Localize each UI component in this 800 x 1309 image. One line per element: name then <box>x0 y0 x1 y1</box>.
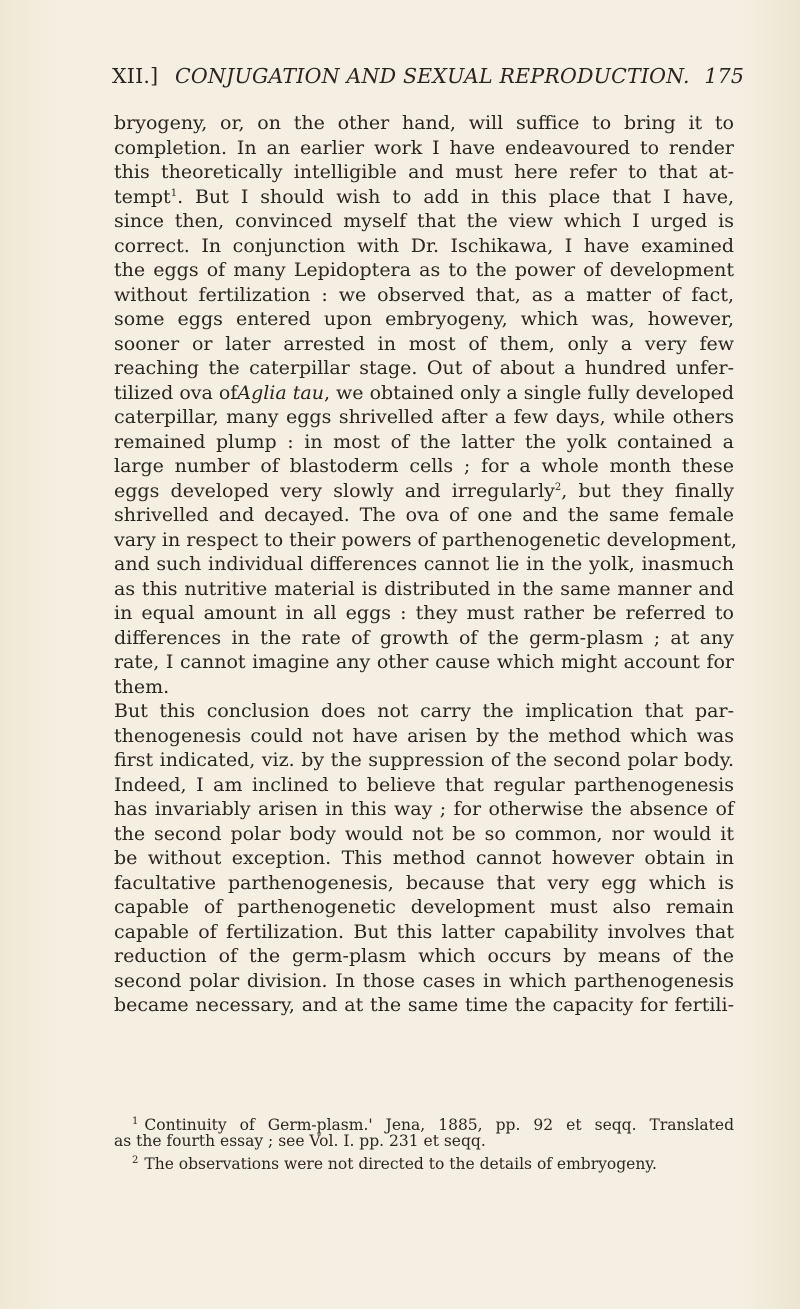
text-line: large number of blastoderm cells ; for a whole month these <box>114 455 734 477</box>
text-line: without fertilization : we observed that, as a matter of fact, <box>114 283 734 306</box>
text-fragment: tilized ova of <box>114 381 238 404</box>
text-line: rate, I cannot imagine any other cause which might account for <box>114 651 734 673</box>
text-line: first indicated, viz. by the suppression of the second polar body. <box>114 749 734 771</box>
text-line: in equal amount in all eggs : they must rather be referred to <box>114 602 734 624</box>
footnote-mark: 2 <box>132 1155 139 1166</box>
text-fragment: eggs developed very slowly and irregularly <box>114 479 555 502</box>
text-line: became necessary, and at the same time the capacity for fertili- <box>114 994 734 1016</box>
text-line: some eggs entered upon embryogeny, which was, however, <box>114 308 734 330</box>
text-line: caterpillar, many eggs shrivelled after a few days, while others <box>114 406 734 428</box>
text-line: has invariably arisen in this way ; for otherwise the absence of <box>114 798 734 820</box>
footnotes <box>114 1112 734 1171</box>
text-fragment: , we obtained only a single fully developed <box>323 381 735 404</box>
running-title: CONJUGATION AND SEXUAL REPRODUCTION. <box>175 64 690 88</box>
text-line: But this conclusion does not carry the implication that par- <box>114 700 734 722</box>
page-number: 175 <box>704 64 745 88</box>
text-line: remained plump : in most of the latter the yolk contained a <box>114 430 734 453</box>
footnote-1 <box>114 1112 734 1132</box>
text-line: reaching the caterpillar stage. Out of about a hundred unfer- <box>114 357 734 379</box>
text-line: Indeed, I am inclined to believe that regular parthenogenesis <box>114 773 734 796</box>
text-line: as this nutritive material is distributed in the same manner and <box>114 577 734 600</box>
footnote-1-continued: as the fourth essay ; see Vol. I. pp. 231 et seqq. <box>114 1131 486 1150</box>
text-line: this theoretically intelligible and must here refer to that at- <box>114 161 734 183</box>
text-fragment: . But I should wish to add in this place that I have, <box>177 185 734 208</box>
footnote-text: Continuity of Germ-plasm.' Jena, 1885, pp. 92 et seqq. Translated <box>144 1116 734 1134</box>
text-line: bryogeny, or, on the other hand, will suffice to bring it to <box>114 112 734 134</box>
text-line: sooner or later arrested in most of them, only a very few <box>114 332 734 355</box>
footnote-text: The observations were not directed to the details of embryogeny. <box>144 1155 657 1173</box>
text-line: second polar division. In those cases in which parthenogenesis <box>114 969 734 992</box>
text-line: capable of fertilization. But this latter capability involves that <box>114 920 734 943</box>
text-line: and such individual differences cannot lie in the yolk, inasmuch <box>114 553 734 575</box>
footnote-mark: 1 <box>132 1116 139 1127</box>
text-fragment: tempt <box>114 185 171 208</box>
chapter-number: XII.] <box>112 64 159 88</box>
text-line: vary in respect to their powers of parthenogenetic development, <box>114 528 737 551</box>
text-line: facultative parthenogenesis, because that very egg which is <box>114 871 734 894</box>
text-line: completion. In an earlier work I have endeavoured to render <box>114 136 734 159</box>
text-line: shrivelled and decayed. The ova of one and the same female <box>114 504 734 526</box>
text-line: reduction of the germ-plasm which occurs by means of the <box>114 945 734 967</box>
text-line <box>114 185 734 210</box>
text-fragment: , but they finally <box>561 479 734 502</box>
footnote-2 <box>114 1151 734 1171</box>
footnote-ref: 2 <box>554 481 562 493</box>
text-line <box>114 479 734 504</box>
body-text <box>114 111 737 1018</box>
text-line: correct. In conjunction with Dr. Ischikawa, I have examined <box>114 234 734 257</box>
text-line: differences in the rate of growth of the germ-plasm ; at any <box>114 626 734 649</box>
text-line: be without exception. This method cannot however obtain in <box>114 847 734 869</box>
text-line: the eggs of many Lepidoptera as to the power of development <box>114 259 734 281</box>
text-line: since then, convinced myself that the view which I urged is <box>114 210 734 232</box>
text-line: thenogenesis could not have arisen by the method which was <box>114 724 734 747</box>
footnote-ref: 1 <box>170 187 178 199</box>
text-line: the second polar body would not be so common, nor would it <box>114 822 734 845</box>
species-name: Aglia tau <box>237 381 324 404</box>
running-header <box>112 64 745 88</box>
text-line: them. <box>114 675 170 698</box>
text-line <box>114 381 734 406</box>
text-line: capable of parthenogenetic development must also remain <box>114 896 734 918</box>
